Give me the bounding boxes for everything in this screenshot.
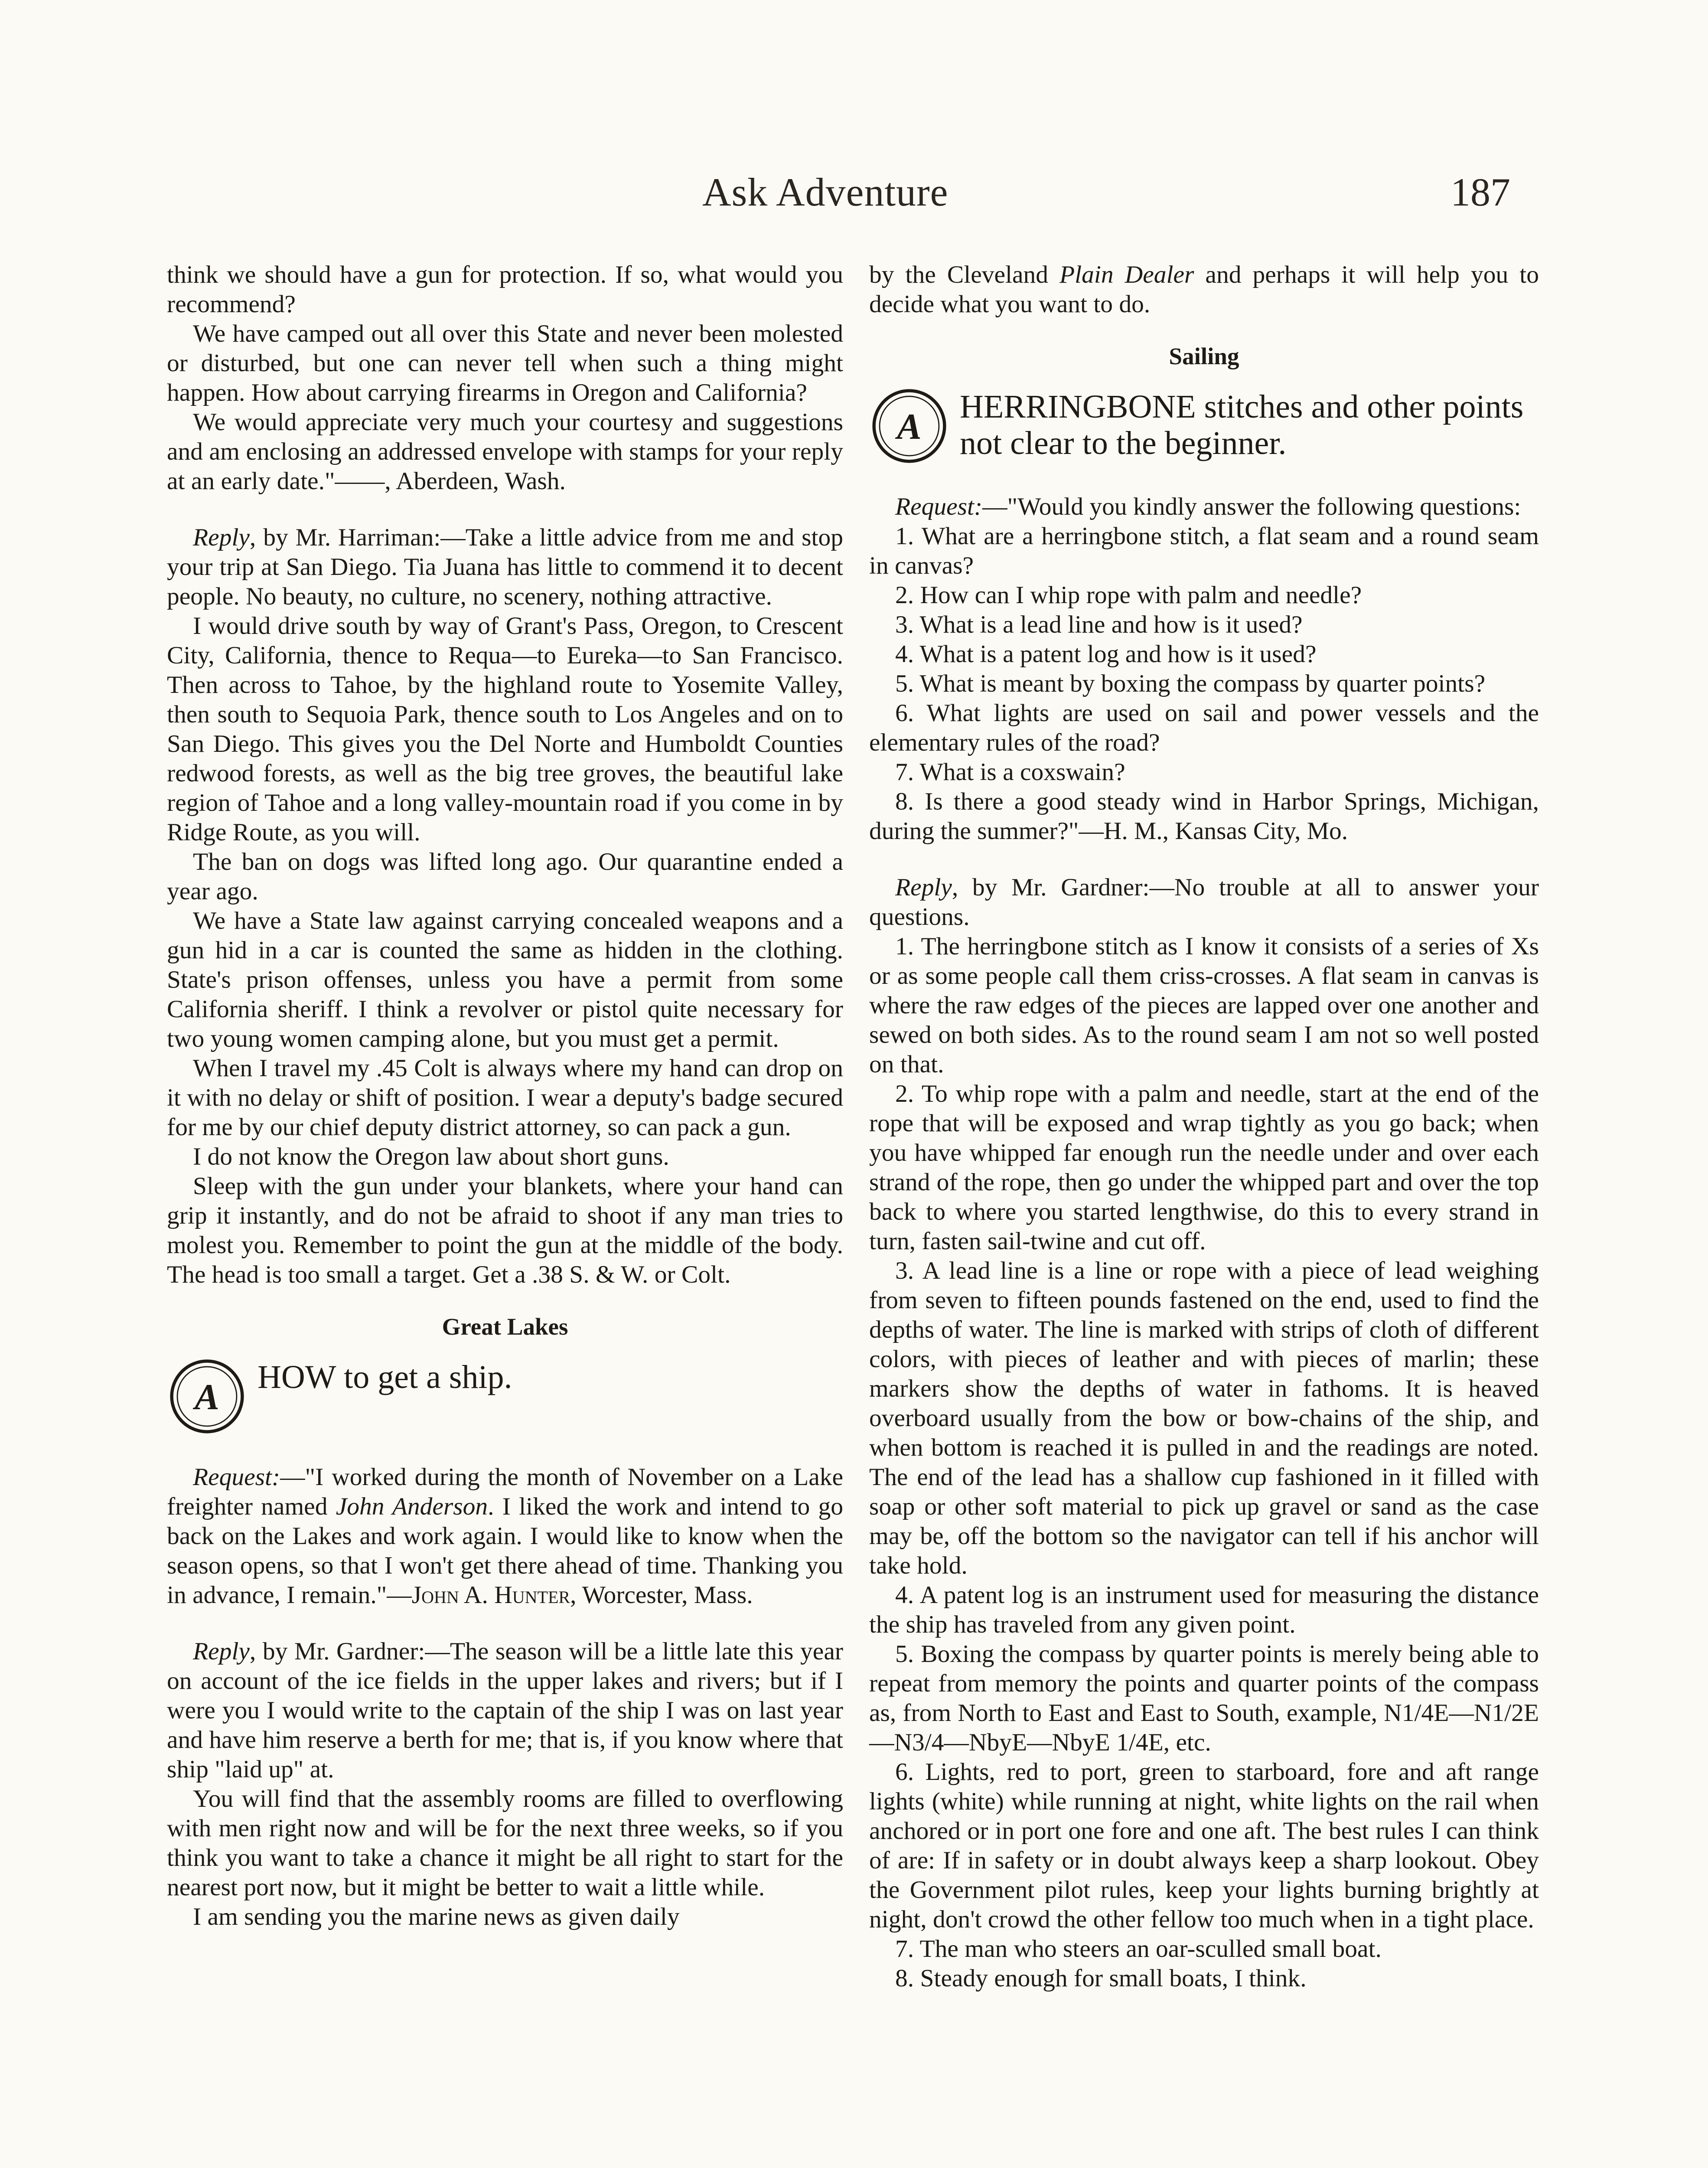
answer-item: 3. A lead line is a line or rope with a piece of lead weighing from seven to fifteen pounds fastened on the end, used to find the depths of water. The line is marked with strips of cloth of different colors, with pieces of leather and with pieces of marlin; these markers show the depths of water in fathoms. It is heaved overboard usually from the bow or bow-chains of the ship, and when bottom is reached it is pulled in and the readings are noted. The end of the lead has a shallow cup fashioned in it filled with soap or other soft material to pick up gravel or sand as the case may be, off the bottom so the navigator can tell if his anchor will take hold.: [869, 1257, 1539, 1579]
question-item: 7. What is a coxswain?: [895, 758, 1125, 786]
page-number: 187: [1450, 170, 1510, 214]
request-text: —"Would you kindly answer the following questions:: [982, 493, 1521, 520]
answer-item: 5. Boxing the compass by quarter points is merely being able to repeat from memory the points and quarter points of the compass as, from North to East and East to South, example, N1/4E—N1/2E—N3/4—NbyE—NbyE 1/4E, etc.: [869, 1640, 1539, 1756]
signature: John A. Hunter: [411, 1581, 570, 1609]
answer-item: 7. The man who steers an oar-sculled small boat.: [895, 1935, 1382, 1962]
signature-place: , Worcester, Mass.: [570, 1581, 753, 1609]
reply-text: , by Mr. Harriman:—Take a little advice from me and stop your trip at San Diego. Tia Juana has little to commend it to decent people. No beauty, no culture, no scenery, nothing attractive.: [167, 524, 843, 610]
reply-harriman: [167, 523, 843, 611]
question-item: 3. What is a lead line and how is it used?: [895, 611, 1303, 638]
reply-lead: Reply: [895, 874, 952, 901]
question-item: 8. Is there a good steady wind in Harbor Springs, Michigan, during the summer?"—H. M., Kansas City, Mo.: [869, 788, 1539, 845]
request-lead: Request:: [193, 1463, 280, 1491]
request-lead: Request:: [895, 493, 983, 520]
left-column: [167, 260, 843, 1932]
reply-lead: Reply: [193, 1638, 250, 1665]
section-title-sailing: Sailing: [1169, 343, 1239, 369]
question-text: HOW to get a ship.: [258, 1359, 512, 1395]
question-item: 2. How can I whip rope with palm and needle?: [895, 581, 1362, 609]
reply-paragraph: Sleep with the gun under your blankets, where your hand can grip it instantly, and do not be afraid to shoot if any man tries to molest you. Remember to point the gun at the middle of the body. The head is too small a target. Get a .38 S. & W. or Colt.: [167, 1172, 843, 1288]
request-paragraph: [869, 492, 1539, 522]
reply-text: , by Mr. Gardner:—The season will be a little late this year on account of the ice fields in the upper lakes and rivers; but if I were you I would write to the captain of the ship I was on last year and have him reserve a berth for me; that is, if you know where that ship "laid up" at.: [167, 1638, 843, 1783]
section-title-great-lakes: Great Lakes: [442, 1313, 568, 1340]
newspaper-name: Plain Dealer: [1059, 261, 1194, 288]
reply-gardner: [167, 1637, 843, 1784]
ask-adventure-logo: [869, 386, 949, 466]
continuation-text: by the Cleveland: [869, 261, 1060, 288]
reply-lead: Reply: [193, 524, 250, 551]
answer-item: 6. Lights, red to port, green to starboard, fore and aft range lights (white) while running at night, white lights on the rail when anchored or in port one fore and one aft. The best rules I can think of are: If in safety or in doubt always keep a sharp lookout. Obey the Government pilot rules, keep your lights burning brightly at night, don't crowd the other fellow too much when in a tight place.: [869, 1758, 1539, 1933]
reply-text: , by Mr. Gardner:—No trouble at all to answer your questions.: [869, 874, 1539, 931]
answer-item: 1. The herringbone stitch as I know it consists of a series of Xs or as some people call them criss-crosses. A flat seam in canvas is where the raw edges of the pieces are lapped over one another and sewed on both sides. As to the round seam I am not so well posted on that.: [869, 933, 1539, 1078]
question-text: HERRINGBONE stitches and other points not clear to the beginner.: [960, 389, 1524, 461]
reply-paragraph: You will find that the assembly rooms are filled to overflowing with men right now and will be for the next three weeks, so if you think you want to take a chance it might be all right to start for the nearest port now, but it might be better to wait a little while.: [167, 1785, 843, 1901]
question-heading: [167, 1356, 843, 1437]
intro-paragraph: We have camped out all over this State and never been molested or disturbed, but one can never tell when such a thing might happen. How about carrying firearms in Oregon and California?: [167, 320, 843, 406]
question-item: 1. What are a herringbone stitch, a flat seam and a round seam in canvas?: [869, 522, 1539, 579]
request-paragraph: [167, 1463, 843, 1610]
reply-paragraph: I would drive south by way of Grant's Pass, Oregon, to Crescent City, California, thence to Requa—to Eureka—to San Francisco. Then across to Tahoe, by the highland route to Yosemite Valley, then south to Sequoia Park, thence south to Los Angeles and on to San Diego. This gives you the Del Norte and Humboldt Counties redwood forests, as well as the big tree groves, the beautiful lake region of Tahoe and a long valley-mountain road if you come in by Ridge Route, as you will.: [167, 612, 843, 846]
question-item: 6. What lights are used on sail and power vessels and the elementary rules of the road?: [869, 699, 1539, 756]
page-title: Ask Adventure: [702, 170, 949, 214]
request-text: —"I worked during the month of November on a Lake freighter named: [167, 1463, 843, 1520]
running-head: [0, 169, 1708, 230]
ask-adventure-logo: [167, 1356, 247, 1437]
question-item: 5. What is meant by boxing the compass by quarter points?: [895, 670, 1486, 697]
answer-item: 8. Steady enough for small boats, I think.: [895, 1965, 1307, 1992]
reply-paragraph: When I travel my .45 Colt is always where my hand can drop on it with no delay or shift of position. I wear a deputy's badge secured for me by our chief deputy district attorney, so can pack a gun.: [167, 1055, 843, 1141]
reply-paragraph: I do not know the Oregon law about short guns.: [193, 1143, 669, 1170]
request-text: . I liked the work and intend to go back on the Lakes and work again. I would like to know when the season opens, so that I won't get there ahead of time. Thanking you in advance, I remain."—: [167, 1493, 843, 1609]
intro-paragraph: think we should have a gun for protection. If so, what would you recommend?: [167, 261, 843, 318]
reply-paragraph: The ban on dogs was lifted long ago. Our quarantine ended a year ago.: [167, 848, 843, 905]
answer-item: 4. A patent log is an instrument used for measuring the distance the ship has traveled from any given point.: [869, 1581, 1539, 1638]
continuation-paragraph: [869, 260, 1539, 319]
intro-paragraph: We would appreciate very much your courtesy and suggestions and am enclosing an addressed envelope with stamps for your reply at an early date."——, Aberdeen, Wash.: [167, 408, 843, 495]
logo-letter: A: [195, 1377, 219, 1418]
reply-paragraph: I am sending you the marine news as given daily: [193, 1903, 680, 1930]
right-column: [869, 260, 1539, 1993]
answer-item: 2. To whip rope with a palm and needle, start at the end of the rope that will be exposed and wrap tightly as you go back; when you have whipped far enough run the needle under and over each strand of the rope, then go under the whipped part and over the top back to where you started lengthwise, do this to every strand in turn, fasten sail-twine and cut off.: [869, 1080, 1539, 1255]
continuation-text: and perhaps it will help you to decide what you want to do.: [869, 261, 1539, 318]
reply-gardner: [869, 873, 1539, 932]
question-item: 4. What is a patent log and how is it used?: [895, 640, 1317, 668]
question-heading: [869, 386, 1539, 466]
ship-name: John Anderson: [336, 1493, 488, 1520]
reply-paragraph: We have a State law against carrying concealed weapons and a gun hid in a car is counted the same as hidden in the clothing. State's prison offenses, unless you have a permit from some California sheriff. I think a revolver or pistol quite necessary for two young women camping alone, but you must get a permit.: [167, 907, 843, 1052]
logo-letter: A: [897, 406, 922, 447]
